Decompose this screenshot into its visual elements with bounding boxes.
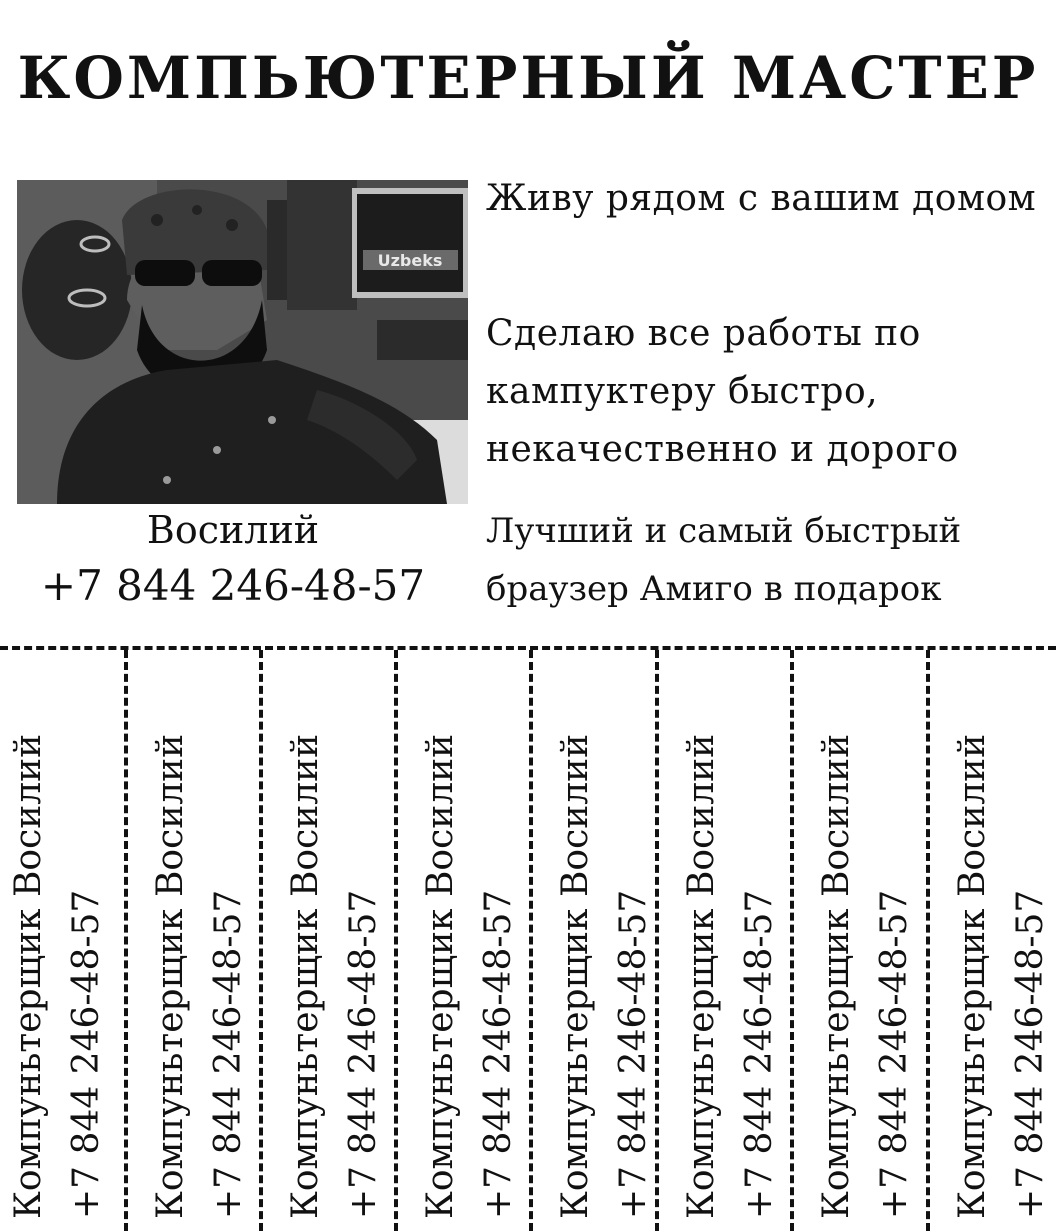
- contact-name: Восилий: [146, 508, 320, 552]
- tear-off-tab-name: Компуньтерщик Восилий: [952, 733, 993, 1219]
- pitch-nearby: Живу рядом с вашим домом: [486, 178, 1037, 219]
- tear-off-tab-name: Компуньтерщик Восилий: [285, 733, 326, 1219]
- tear-off-tab-name: Компуньтерщик Восилий: [150, 733, 191, 1219]
- tear-off-tab[interactable]: [529, 650, 655, 1231]
- pitch-services: Сделаю все работы по кампуктеру быстро, некачественно и дорого: [486, 313, 959, 470]
- tear-off-tab-phone: +7 844 246-48-57: [874, 889, 915, 1219]
- tear-off-tab-name: Компуньтерщик Восилий: [8, 733, 49, 1219]
- tear-off-tab-text: [0, 659, 116, 1219]
- tear-off-tab[interactable]: [655, 650, 790, 1231]
- tear-off-tab[interactable]: [0, 650, 124, 1231]
- monitor-screen-text: Uzbeks: [377, 251, 443, 270]
- tear-off-tab-name: Компуньтерщик Восилий: [555, 733, 596, 1219]
- tear-off-tab-text: [142, 659, 258, 1219]
- tear-off-tab[interactable]: [124, 650, 259, 1231]
- tear-off-tab-phone: +7 844 246-48-57: [66, 889, 107, 1219]
- tear-off-tab-name: Компуньтерщик Восилий: [681, 733, 722, 1219]
- tear-off-tab-phone: +7 844 246-48-57: [1010, 889, 1051, 1219]
- tear-off-tab-phone: +7 844 246-48-57: [478, 889, 519, 1219]
- tear-off-tab-text: [412, 659, 528, 1219]
- tear-off-tab[interactable]: [259, 650, 394, 1231]
- contact-phone: +7 844 246-48-57: [40, 561, 426, 610]
- tear-off-tab-name: Компуньтерщик Восилий: [816, 733, 857, 1219]
- tear-off-tab-phone: +7 844 246-48-57: [208, 889, 249, 1219]
- page-title: КОМПЬЮТЕРНЫЙ МАСТЕР: [17, 44, 1039, 112]
- tear-off-tab[interactable]: [394, 650, 529, 1231]
- tear-off-tab-text: [673, 659, 789, 1219]
- pitch-browser-gift: Лучший и самый быстрый браузер Амиго в подарок: [486, 511, 962, 609]
- tear-off-tab-text: [277, 659, 393, 1219]
- master-photo: [17, 180, 468, 504]
- tear-off-tab-text: [547, 659, 663, 1219]
- master-photo-illustration: [17, 180, 468, 504]
- tear-off-tabs: [0, 650, 1056, 1231]
- tear-off-tab-name: Компуньтерщик Восилий: [420, 733, 461, 1219]
- tear-off-tab[interactable]: [926, 650, 1056, 1231]
- tear-off-tab-phone: +7 844 246-48-57: [343, 889, 384, 1219]
- tear-off-tab-phone: +7 844 246-48-57: [613, 889, 654, 1219]
- tear-off-tab[interactable]: [790, 650, 926, 1231]
- tear-off-tab-text: [808, 659, 924, 1219]
- tear-off-tab-text: [944, 659, 1056, 1219]
- tear-off-tab-phone: +7 844 246-48-57: [739, 889, 780, 1219]
